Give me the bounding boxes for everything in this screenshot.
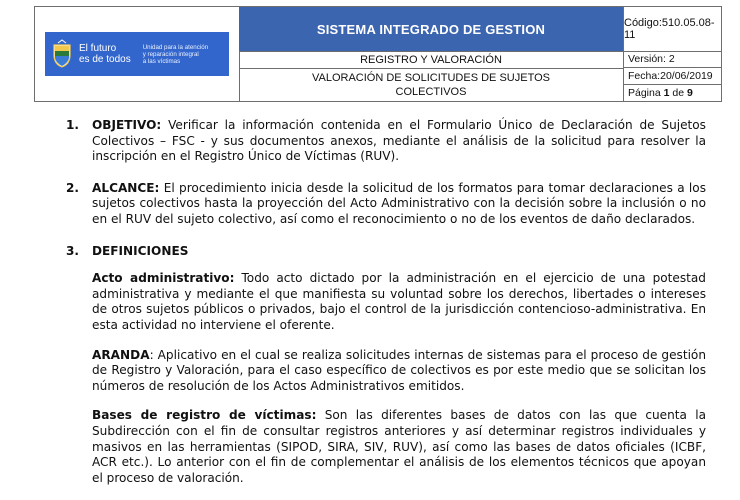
logo-sub-text	[143, 44, 208, 65]
definition-item	[92, 348, 706, 395]
logo-main-line2: es de todos	[79, 54, 131, 65]
definition-item	[92, 271, 706, 333]
definition-term: Acto administrativo:	[92, 271, 235, 286]
institution-logo	[45, 32, 229, 76]
subprocess-line1: VALORACIÓN DE SOLICITUDES DE SUJETOS	[312, 71, 550, 84]
section-objective	[66, 118, 706, 165]
section-label: DEFINICIONES	[92, 243, 189, 258]
system-title-cell	[239, 7, 623, 52]
subprocess-line2: COLECTIVOS	[395, 85, 467, 98]
page-current: 1	[663, 87, 670, 99]
page-prefix: Página	[628, 87, 664, 99]
coat-of-arms-icon	[51, 39, 73, 69]
section-label: ALCANCE:	[92, 180, 160, 195]
section-label: OBJETIVO:	[92, 118, 162, 132]
definition-term: Bases de registro de víctimas:	[92, 408, 317, 423]
section-number: 2.	[66, 180, 80, 195]
document-header	[34, 6, 722, 102]
definition-text: Todo acto dictado por la administración en el ejercicio de una potestad administrativa y mediante el que manifiesta su voluntad sobre los derechos, libertades o intereses de otros sujetos públicos o privados, bajo el control de la jurisdicción contencioso-administrativa. En esta actividad no interviene el oferente.	[92, 271, 706, 332]
definition-text: : Aplicativo en el cual se realiza solicitudes internas de sistemas para el proceso de gestión de Registro y Valoración, para el caso específico de colectivos es por este medio que se solicitan los números de resolución de los Actos Administrativos emitidos.	[92, 347, 706, 393]
section-number: 3.	[66, 243, 80, 258]
page-total: 9	[686, 87, 693, 99]
section-text: El procedimiento inicia desde la solicitud de los formatos para tomar declaraciones a los sujetos colectivos hasta la proyección del Acto Administrativo con la decisión sobre la inclusión o no en el RUV del sujeto colectivo, así como el reconocimiento o no de los eventos de daño declarados.	[92, 180, 706, 226]
document-meta	[623, 51, 722, 101]
section-definitions	[66, 244, 706, 260]
section-scope	[66, 181, 706, 228]
page-mid: de	[669, 87, 687, 99]
version-label: Versión: 2	[624, 51, 722, 68]
logo-cell	[35, 7, 240, 101]
section-text: Verificar la información contenida en el Formulario Único de Declaración de Sujetos Colectivos – FSC - y sus documentos anexos, mediante el análisis de la solicitud para resolver la inscripción en el Registro Único de Víctimas (RUV).	[92, 118, 706, 164]
logo-sub-line1: Unidad para la atención	[142, 43, 209, 51]
definitions-list	[66, 271, 706, 486]
system-title: SISTEMA INTEGRADO DE GESTION	[316, 21, 546, 37]
document-code: Código:510.05.08-11	[623, 7, 722, 52]
section-number: 1.	[66, 118, 80, 132]
date-label: Fecha:20/06/2019	[624, 68, 722, 85]
page-number	[624, 85, 722, 101]
logo-sub-line3: a las víctimas	[142, 57, 181, 65]
definition-text: Son las diferentes bases de datos con las que cuenta la Subdirección con el fin de consultar registros anteriores y así determinar registros individuales y masivos en las herramientas (SIPOD, SIRA, SIV, RUV), así como las bases de datos oficiales (ICBF, ACR etc.). Lo anterior con el fin de complementar el análisis de los elementos técnicos que apoyan el proceso de valoración.	[92, 408, 706, 485]
definition-term: ARANDA	[92, 347, 150, 362]
definition-item	[92, 408, 706, 486]
document-body	[66, 118, 706, 500]
subprocess-name	[239, 68, 623, 101]
process-name: REGISTRO Y VALORACIÓN	[239, 51, 623, 69]
logo-sub-line2: y reparación integral	[142, 50, 199, 58]
logo-main-line1: El futuro	[79, 43, 117, 54]
logo-main-text	[79, 43, 131, 65]
